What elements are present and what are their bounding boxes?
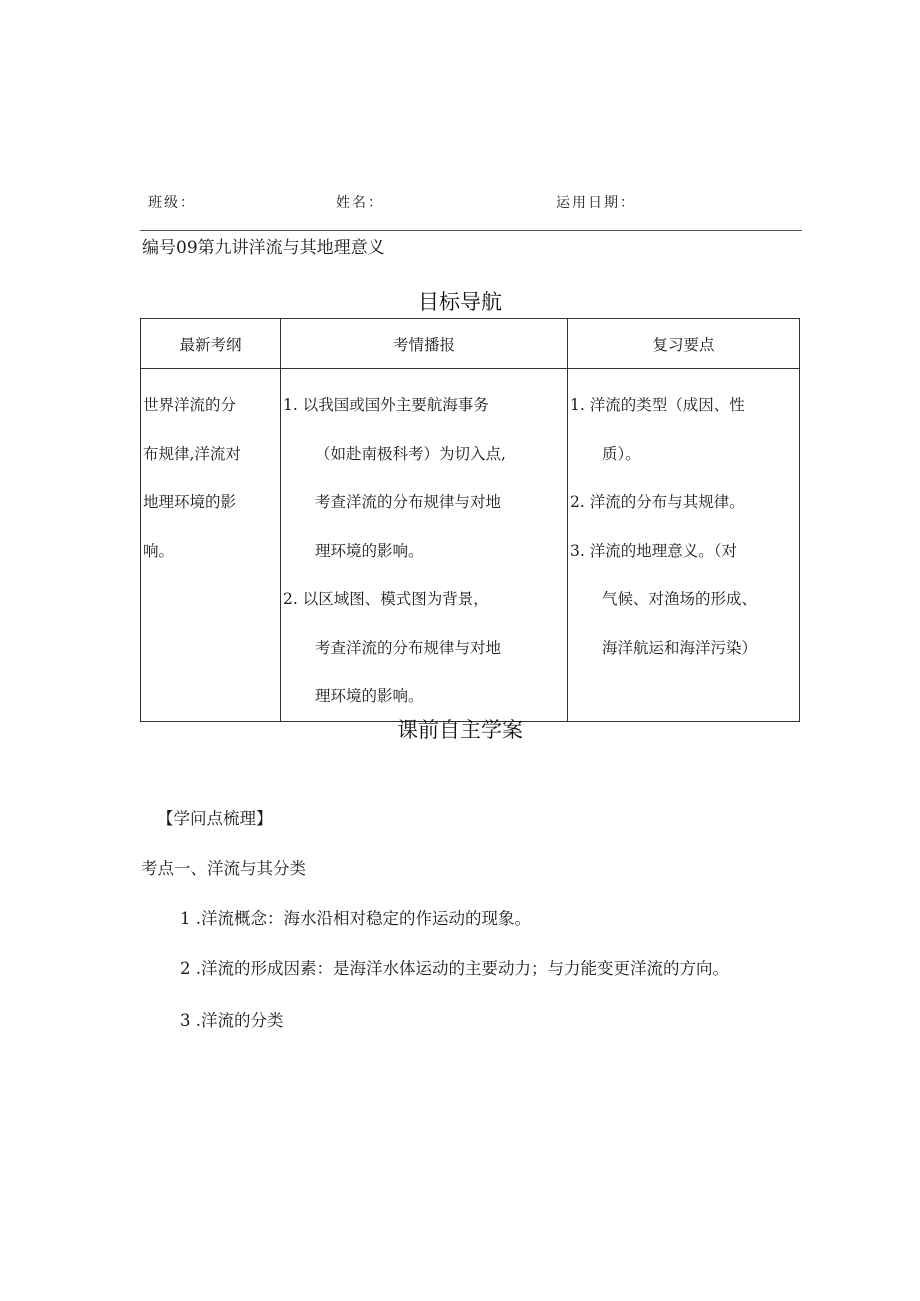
syllabus-cell bbox=[141, 369, 281, 722]
review-item-3-line: 3. 洋流的地理意义。（对 bbox=[570, 541, 737, 560]
exam-item-2-line: 理环境的影响。 bbox=[315, 687, 424, 705]
document-code-title: 编号09第九讲洋流与其地理意义 bbox=[142, 238, 385, 258]
review-item-3-line: 海洋航运和海洋污染） bbox=[602, 638, 758, 657]
cell-line: 布规律,洋流对 bbox=[143, 444, 241, 463]
review-item-2-line: 2. 洋流的分布与其规律。 bbox=[570, 493, 745, 511]
review-points-cell bbox=[568, 369, 800, 722]
table-header-row bbox=[141, 319, 800, 369]
date-label: 运用日期： bbox=[556, 195, 636, 211]
point1-heading: 考点一、洋流与其分类 bbox=[141, 859, 306, 878]
review-item-3-line: 气候、对渔场的形成、 bbox=[602, 590, 758, 608]
header-cell-exam-info: 考情播报 bbox=[281, 319, 568, 369]
section-title-preclass: 课前自主学案 bbox=[397, 718, 523, 742]
exam-item-1-line: 1. 以我国或国外主要航海事务 bbox=[283, 396, 489, 414]
list-item: 3 .洋流的分类 bbox=[180, 1011, 284, 1030]
cell-line: 世界洋流的分 bbox=[143, 396, 237, 414]
list-item: 1 .洋流概念：海水沿相对稳定的作运动的现象。 bbox=[180, 909, 531, 928]
section-title-goals: 目标导航 bbox=[418, 290, 502, 314]
cell-line: 响。 bbox=[143, 541, 175, 560]
review-item-1-line: 质）。 bbox=[602, 444, 641, 463]
exam-item-2-line: 2. 以区域图、模式图为背景， bbox=[283, 590, 489, 608]
header-cell-review-points: 复习要点 bbox=[568, 319, 800, 369]
list-item: 2 .洋流的形成因素：是海洋水体运动的主要动力；与力能变更洋流的方向。 bbox=[180, 959, 729, 978]
exam-item-1-line: （如赴南极科考）为切入点, bbox=[315, 444, 506, 463]
goals-table bbox=[140, 318, 800, 722]
exam-item-1-line: 考查洋流的分布规律与对地 bbox=[315, 493, 502, 511]
table-row bbox=[141, 369, 800, 722]
exam-info-cell bbox=[281, 369, 568, 722]
exam-item-2-line: 考查洋流的分布规律与对地 bbox=[315, 638, 502, 657]
header-divider bbox=[140, 230, 802, 231]
header-cell-syllabus: 最新考纲 bbox=[141, 319, 281, 369]
review-item-1-line: 1. 洋流的类型（成因、性 bbox=[570, 396, 745, 414]
exam-item-1-line: 理环境的影响。 bbox=[315, 541, 424, 560]
class-label: 班级： bbox=[148, 195, 196, 211]
name-label: 姓名： bbox=[336, 195, 384, 211]
cell-line: 地理环境的影 bbox=[143, 493, 237, 511]
knowledge-heading: 【学问点梳理】 bbox=[157, 809, 273, 828]
